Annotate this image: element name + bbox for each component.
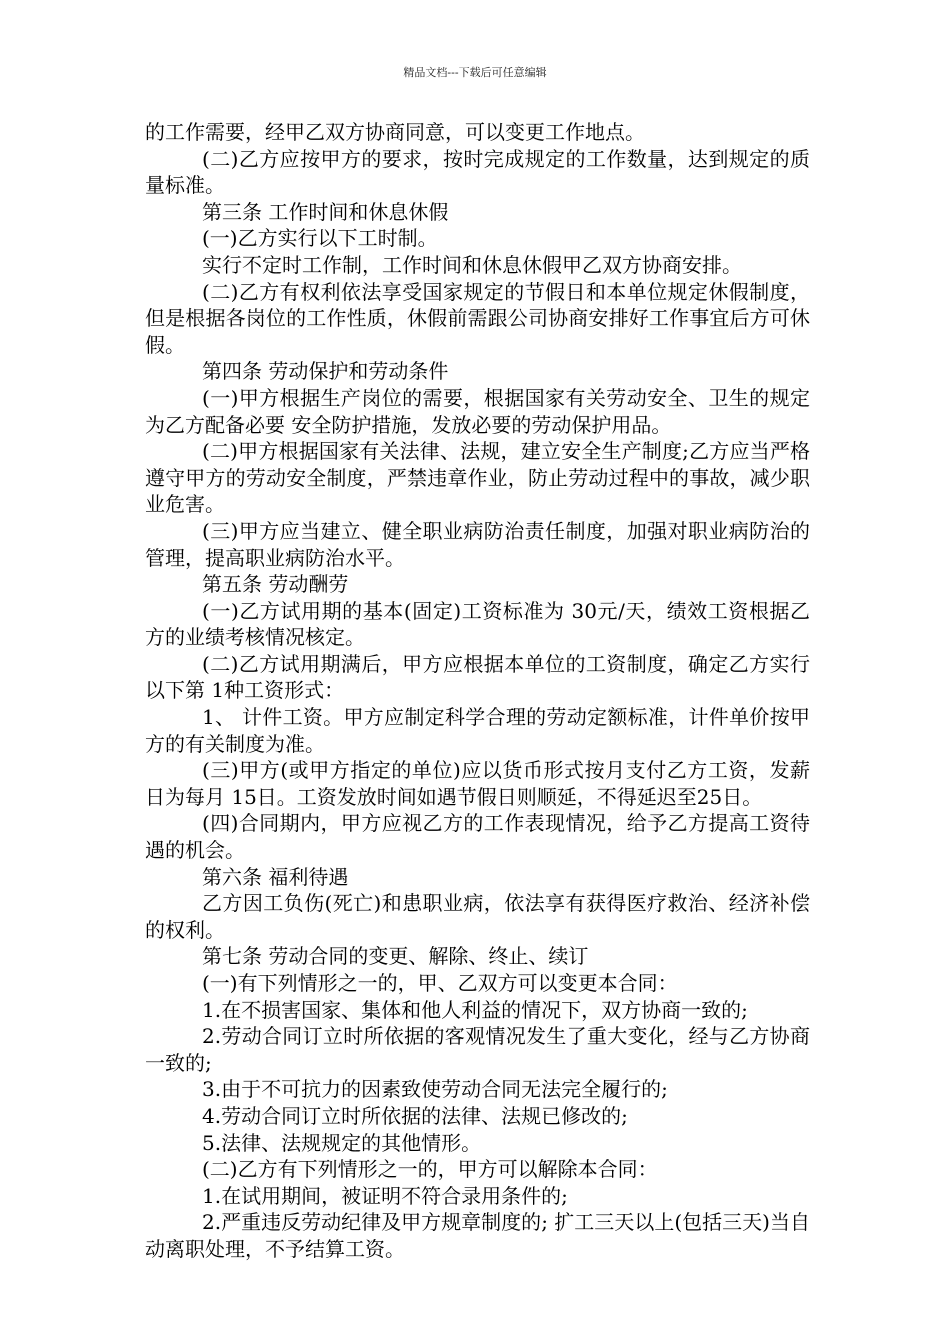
paragraph: (二)乙方试用期满后，甲方应根据本单位的工资制度，确定乙方实行以下第 1种工资形式： — [145, 651, 810, 703]
paragraph: (二)乙方有下列情形之一的，甲方可以解除本合同： — [202, 1157, 658, 1182]
paragraph: 第五条 劳动酬劳 — [202, 572, 349, 597]
paragraph: (一)乙方试用期的基本(固定)工资标准为 30元/天，绩效工资根据乙方的业绩考核情况核定。 — [145, 598, 810, 650]
paragraph: 乙方因工负伤(死亡)和患职业病，依法享有获得医疗救治、经济补偿的权利。 — [145, 891, 810, 942]
paragraph: (二)甲方根据国家有关法律、法规，建立安全生产制度;乙方应当严格遵守甲方的劳动安全制度，严禁违章作业，防止劳动过程中的事故，减少职业危害。 — [145, 439, 810, 517]
paragraph: 1、 计件工资。甲方应制定科学合理的劳动定额标准，计件单价按甲方的有关制度为准。 — [145, 705, 810, 756]
paragraph: 5.法律、法规规定的其他情形。 — [202, 1130, 482, 1155]
paragraph: 第三条 工作时间和休息休假 — [202, 199, 449, 224]
paragraph: (二)乙方有权利依法享受国家规定的节假日和本单位规定休假制度，但是根据各岗位的工作性质，休假前需跟公司协商安排好工作事宜后方可休假。 — [145, 279, 810, 357]
paragraph: (三)甲方应当建立、健全职业病防治责任制度，加强对职业病防治的管理，提高职业病防治水平。 — [145, 518, 810, 570]
paragraph: 2.劳动合同订立时所依据的客观情况发生了重大变化，经与乙方协商一致的; — [145, 1024, 810, 1075]
paragraph: (四)合同期内，甲方应视乙方的工作表现情况，给予乙方提高工资待遇的机会。 — [145, 811, 810, 863]
paragraph: 2.严重违反劳动纪律及甲方规章制度的; 扩工三天以上(包括三天)当自动离职处理，不予结算工资。 — [145, 1210, 810, 1261]
paragraph: 1.在不损害国家、集体和他人利益的情况下，双方协商一致的; — [202, 997, 748, 1022]
paragraph: 1.在试用期间，被证明不符合录用条件的; — [202, 1183, 568, 1208]
paragraph: 第四条 劳动保护和劳动条件 — [202, 359, 449, 384]
paragraph: (一)乙方实行以下工时制。 — [202, 226, 438, 251]
paragraph: 的工作需要，经甲乙双方协商同意，可以变更工作地点。 — [145, 120, 645, 144]
paragraph: 实行不定时工作制，工作时间和休息休假甲乙双方协商安排。 — [202, 252, 742, 277]
document-body — [145, 119, 810, 1263]
paragraph: (二)乙方应按甲方的要求，按时完成规定的工作数量，达到规定的质量标准。 — [145, 146, 810, 198]
paragraph: 4.劳动合同订立时所依据的法律、法规已修改的; — [202, 1103, 628, 1128]
paragraph: (三)甲方(或甲方指定的单位)应以货币形式按月支付乙方工资，发薪日为每月 15日。工资发放时间如遇节假日则顺延，不得延迟至25日。 — [145, 758, 810, 809]
paragraph: 第六条 福利待遇 — [202, 864, 349, 889]
paragraph: (一)甲方根据生产岗位的需要，根据国家有关劳动安全、卫生的规定为乙方配备必要 安全防护措施，发放必要的劳动保护用品。 — [145, 385, 810, 437]
paragraph: 第七条 劳动合同的变更、解除、终止、续订 — [202, 944, 589, 969]
paragraph: 3.由于不可抗力的因素致使劳动合同无法完全履行的; — [202, 1077, 668, 1102]
paragraph: (一)有下列情形之一的，甲、乙双方可以变更本合同： — [202, 971, 678, 995]
page-header: 精品文档---下载后可任意编辑 — [403, 66, 547, 79]
